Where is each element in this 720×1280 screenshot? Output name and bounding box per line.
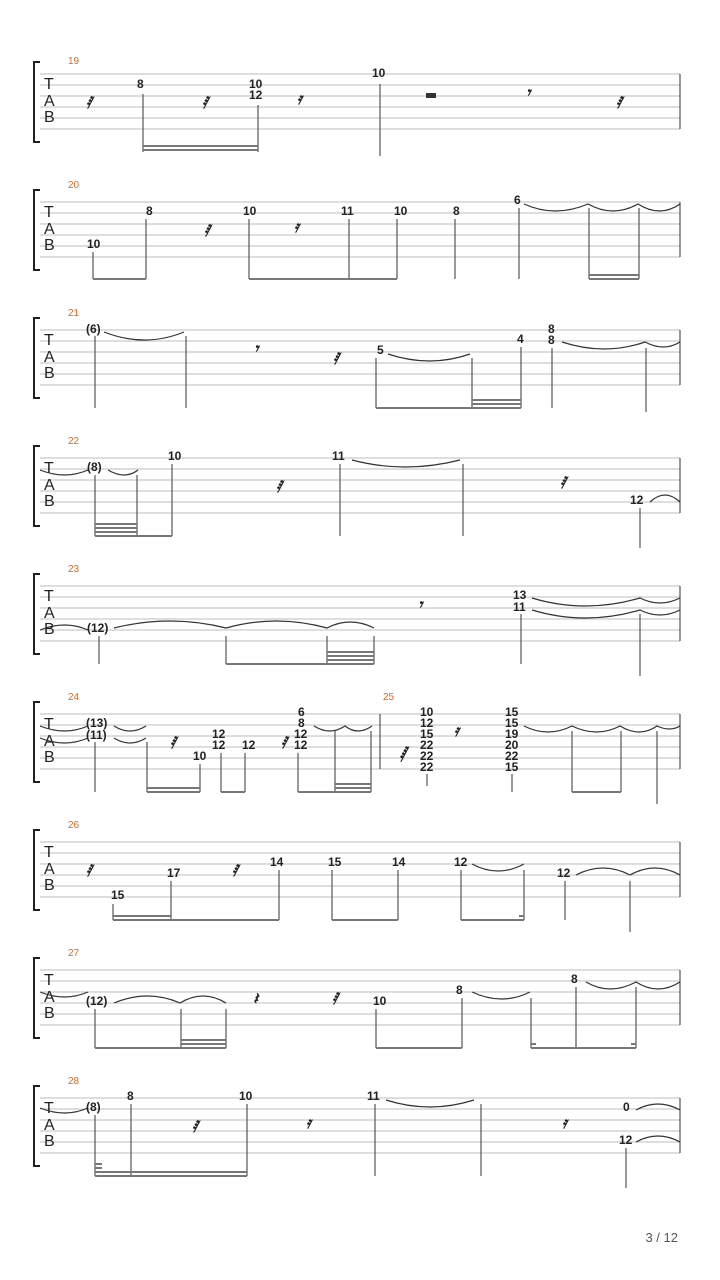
- fret-number: 22: [505, 749, 519, 763]
- bar-number: 19: [68, 56, 80, 67]
- fret-number: (12): [86, 994, 108, 1008]
- fret-number: (8): [87, 460, 102, 474]
- fret-number: 8: [456, 983, 463, 997]
- tie-slur: [532, 598, 680, 606]
- rest-icon: 𝄾: [526, 83, 531, 102]
- bar-number: 26: [68, 820, 80, 831]
- tab-clef-b: B: [44, 493, 55, 510]
- rest-icon: 𝅀: [276, 477, 282, 496]
- tab-staff: [0, 184, 720, 294]
- fret-number: 13: [513, 588, 527, 602]
- bar-number: 28: [68, 1076, 80, 1087]
- tab-clef-t: T: [44, 332, 54, 349]
- tie-slur: [586, 982, 680, 989]
- fret-number: 12: [294, 727, 308, 741]
- fret-number: 8: [571, 972, 578, 986]
- tab-clef-t: T: [44, 844, 54, 861]
- rest-icon: 𝄿: [294, 217, 299, 236]
- tab-clef-b: B: [44, 621, 55, 638]
- fret-number: 10: [193, 749, 207, 763]
- rest-icon: 𝄾: [254, 339, 259, 358]
- tie-slur: [104, 332, 184, 340]
- tab-staff: [0, 56, 720, 166]
- rest-icon: 𝅁: [400, 743, 407, 762]
- fret-number: 12: [212, 738, 226, 752]
- tab-staff: [0, 568, 720, 678]
- fret-number: 10: [239, 1089, 253, 1103]
- tab-system-7: [0, 820, 720, 934]
- tab-clef-t: T: [44, 972, 54, 989]
- fret-number: 8: [137, 77, 144, 91]
- fret-number: (13): [86, 716, 108, 730]
- tab-clef-a: A: [44, 861, 55, 878]
- fret-number: 10: [249, 77, 263, 91]
- fret-number: 22: [420, 738, 434, 752]
- tab-clef-a: A: [44, 93, 55, 110]
- tab-system-4: [0, 436, 720, 550]
- fret-number: 5: [377, 343, 384, 357]
- tab-clef-b: B: [44, 109, 55, 126]
- fret-number: 4: [517, 332, 524, 346]
- tie-slur: [352, 460, 460, 467]
- tab-clef-t: T: [44, 588, 54, 605]
- tab-clef-a: A: [44, 1117, 55, 1134]
- tab-system-6: [0, 692, 720, 806]
- tab-staff: [0, 824, 720, 934]
- fret-number: 8: [453, 204, 460, 218]
- fret-number: 8: [298, 716, 305, 730]
- fret-number: (6): [86, 322, 101, 336]
- fret-number: 12: [212, 727, 226, 741]
- tab-clef-b: B: [44, 749, 55, 766]
- fret-number: 10: [420, 705, 434, 719]
- tab-clef-t: T: [44, 76, 54, 93]
- tie-slur: [114, 738, 146, 743]
- tab-system-8: [0, 948, 720, 1062]
- fret-number: 15: [420, 727, 434, 741]
- half-rest-icon: [426, 93, 436, 98]
- fret-number: 12: [619, 1133, 633, 1147]
- fret-number: 11: [513, 600, 526, 614]
- fret-number: 12: [630, 493, 644, 507]
- tab-staff: [0, 1080, 720, 1190]
- rest-icon: 𝄿: [454, 721, 459, 740]
- rest-icon: 𝅀: [232, 861, 238, 880]
- tab-staff: [0, 696, 720, 806]
- rest-icon: 𝅀: [204, 221, 210, 240]
- tab-clef-b: B: [44, 1133, 55, 1150]
- bar-number: 25: [383, 692, 395, 703]
- fret-number: (12): [87, 621, 109, 635]
- rest-icon: 𝅀: [332, 989, 338, 1008]
- fret-number: 12: [294, 738, 308, 752]
- fret-number: 15: [505, 760, 519, 774]
- fret-number: 15: [505, 716, 519, 730]
- tab-clef-b: B: [44, 365, 55, 382]
- fret-number: 10: [168, 449, 182, 463]
- rest-icon: 𝅀: [202, 93, 208, 112]
- fret-number: 17: [167, 866, 181, 880]
- tie-slur: [114, 621, 374, 628]
- tab-clef-b: B: [44, 237, 55, 254]
- tab-staff: [0, 440, 720, 550]
- bar-number: 24: [68, 692, 80, 703]
- fret-number: (11): [86, 728, 107, 742]
- tab-clef-t: T: [44, 1100, 54, 1117]
- fret-number: 8: [548, 333, 555, 347]
- tie-slur: [114, 996, 226, 1003]
- rest-icon: 𝄿: [562, 1113, 567, 1132]
- fret-number: 14: [270, 855, 284, 869]
- tab-clef-a: A: [44, 989, 55, 1006]
- rest-icon: 𝅀: [560, 473, 566, 492]
- rest-icon: 𝅀: [616, 93, 622, 112]
- tab-clef-a: A: [44, 477, 55, 494]
- bar-number: 20: [68, 180, 80, 191]
- fret-number: 12: [249, 88, 263, 102]
- rest-icon: 𝄿: [306, 1113, 311, 1132]
- fret-number: 15: [505, 705, 519, 719]
- tab-clef-b: B: [44, 877, 55, 894]
- fret-number: 10: [394, 204, 408, 218]
- fret-number: 8: [548, 322, 555, 336]
- tie-slur: [562, 342, 680, 349]
- fret-number: 15: [111, 888, 125, 902]
- tab-clef-a: A: [44, 221, 55, 238]
- tie-slur: [576, 868, 680, 875]
- tie-slur: [636, 1136, 680, 1142]
- tie-slur: [650, 495, 680, 502]
- tab-staff: [0, 952, 720, 1062]
- tab-clef-a: A: [44, 349, 55, 366]
- fret-number: 10: [373, 994, 387, 1008]
- fret-number: 10: [87, 237, 101, 251]
- fret-number: 8: [127, 1089, 134, 1103]
- fret-number: 10: [372, 66, 386, 80]
- fret-number: 12: [557, 866, 571, 880]
- rest-icon: 𝅀: [333, 349, 339, 368]
- rest-icon: 𝄾: [418, 595, 423, 614]
- tab-staff: [0, 312, 720, 422]
- bar-number: 22: [68, 436, 80, 447]
- tab-clef-t: T: [44, 716, 54, 733]
- tab-system-2: [0, 180, 720, 294]
- rest-icon: 𝅀: [86, 93, 92, 112]
- fret-number: 0: [623, 1100, 630, 1114]
- fret-number: (8): [86, 1100, 101, 1114]
- bar-number: 23: [68, 564, 80, 575]
- tab-clef-a: A: [44, 733, 55, 750]
- fret-number: 22: [420, 760, 434, 774]
- fret-number: 10: [243, 204, 257, 218]
- rest-icon: 𝅀: [192, 1117, 198, 1136]
- fret-number: 15: [328, 855, 342, 869]
- fret-number: 8: [146, 204, 153, 218]
- fret-number: 20: [505, 738, 519, 752]
- tie-slur: [108, 470, 138, 475]
- tab-system-9: [0, 1076, 720, 1190]
- tie-slur: [388, 354, 470, 361]
- tab-clef-t: T: [44, 204, 54, 221]
- tab-clef-a: A: [44, 605, 55, 622]
- rest-icon: 𝄽: [253, 989, 258, 1008]
- fret-number: 11: [341, 204, 354, 218]
- fret-number: 22: [420, 749, 434, 763]
- page-number: 3 / 12: [645, 1230, 678, 1245]
- fret-number: 6: [298, 705, 305, 719]
- tab-system-5: [0, 564, 720, 678]
- tie-slur: [472, 864, 524, 871]
- rest-icon: 𝅀: [281, 733, 287, 752]
- tab-system-1: [0, 56, 720, 166]
- fret-number: 11: [367, 1089, 380, 1103]
- tie-slur: [532, 610, 680, 618]
- tab-clef-b: B: [44, 1005, 55, 1022]
- tie-slur: [472, 992, 530, 999]
- tab-system-3: [0, 308, 720, 422]
- fret-number: 12: [420, 716, 434, 730]
- rest-icon: 𝅀: [86, 861, 92, 880]
- fret-number: 12: [242, 738, 256, 752]
- bar-number: 27: [68, 948, 80, 959]
- fret-number: 11: [332, 449, 345, 463]
- tie-slur: [314, 726, 372, 731]
- fret-number: 12: [454, 855, 468, 869]
- bar-number: 21: [68, 308, 80, 319]
- fret-number: 19: [505, 727, 519, 741]
- tie-slur: [386, 1100, 474, 1107]
- rest-icon: 𝅀: [170, 733, 176, 752]
- rest-icon: 𝄿: [297, 89, 302, 108]
- fret-number: 14: [392, 855, 406, 869]
- tie-slur: [114, 726, 146, 731]
- tab-clef-t: T: [44, 460, 54, 477]
- fret-number: 6: [514, 193, 521, 207]
- tie-slur: [524, 204, 680, 211]
